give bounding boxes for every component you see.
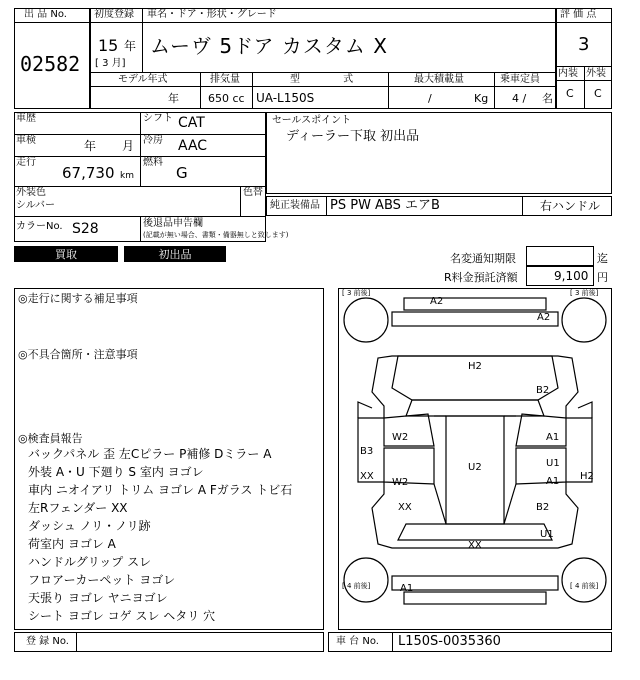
max-load-sep: / <box>428 92 432 105</box>
capacity: 4 / <box>512 92 527 105</box>
inspector-line: シート ヨゴレ コゲ スレ ヘタリ 穴 <box>28 609 216 623</box>
damage-mark: B2 <box>536 385 550 396</box>
driving-notes-label: ◎走行に関する補足事項 <box>18 292 138 305</box>
equipment-label: 純正装備品 <box>270 200 320 211</box>
first-reg-label: 初度登録 <box>94 9 134 20</box>
color-no-label: カラーNo. <box>16 221 63 232</box>
max-load-unit: Kg <box>474 92 489 105</box>
mileage-label: 走行 <box>16 157 36 168</box>
first-listing-badge: 初出品 <box>124 246 226 262</box>
name-change-label: 名変通知期限 <box>450 252 516 265</box>
damage-mark: A2 <box>430 296 444 307</box>
model-year-unit: 年 <box>168 92 179 105</box>
chassis-number: L150S-0035360 <box>398 634 501 649</box>
model: UA-L150S <box>256 91 315 105</box>
ac-label: 冷房 <box>143 135 163 146</box>
model-label: 型 式 <box>290 74 374 85</box>
inspector-line: ダッシュ ノリ・ノリ跡 <box>28 519 151 533</box>
year-unit: 年 <box>124 39 137 53</box>
history-label: 車歴 <box>16 113 36 124</box>
inspector-line: 車内 ニオイアリ トリム ヨゴレ A Fガラス トビ石 <box>28 483 293 497</box>
inspector-line: 天張り ヨゴレ ヤニヨゴレ <box>28 591 168 605</box>
inspector-line: 荷室内 ヨゴレ A <box>28 537 116 551</box>
inspector-line: バックパネル 歪 左Cピラー P補修 Dミラー A <box>28 447 272 461</box>
interior-grade: C <box>566 87 574 100</box>
damage-mark: A1 <box>400 583 414 594</box>
displacement-label: 排気量 <box>210 74 240 85</box>
score-label: 評 価 点 <box>560 9 597 20</box>
handle: 右ハンドル <box>540 199 601 213</box>
color: シルバー <box>16 200 56 211</box>
damage-mark: H2 <box>580 471 594 482</box>
aftermarket-label: 後退品申告欄 <box>143 218 203 229</box>
recycle-unit: 円 <box>597 271 608 284</box>
capacity-label: 乗車定員 <box>500 74 540 85</box>
color-no: S28 <box>72 221 99 237</box>
shift: CAT <box>178 115 205 131</box>
damage-mark: A1 <box>546 432 560 443</box>
diagram-corner-tl: [ 3 前後] <box>342 289 371 297</box>
color-change-label: 色替 <box>243 187 263 198</box>
reg-number-label: 登 録 No. <box>26 636 69 647</box>
damage-mark: U1 <box>540 529 554 540</box>
buy-badge: 買取 <box>14 246 118 262</box>
damage-mark: A2 <box>537 312 551 323</box>
year-value: 15 <box>98 36 119 55</box>
damage-mark: B2 <box>536 502 550 513</box>
fuel-label: 燃料 <box>143 157 163 168</box>
inspection-label: 車検 <box>16 135 36 146</box>
recycle-value: 9,100 <box>554 269 589 283</box>
diagram-corner-bl: [ 4 前後] <box>342 582 371 590</box>
equipment: PS PW ABS エアB <box>330 198 440 213</box>
sales-point-label: セールスポイント <box>272 115 352 126</box>
score: 3 <box>578 34 590 55</box>
color-label: 外装色 <box>16 187 46 198</box>
interior-label: 内装 <box>558 68 578 79</box>
damage-mark: H2 <box>468 361 482 372</box>
damage-mark: XX <box>360 471 374 482</box>
fuel: G <box>176 164 188 182</box>
damage-mark: U1 <box>546 458 560 469</box>
damage-mark: A1 <box>546 476 560 487</box>
ac: AAC <box>178 138 208 154</box>
sales-point: ディーラー下取 初出品 <box>286 129 420 144</box>
lot-number-label: 出 品 No. <box>24 9 67 20</box>
max-load-label: 最大積載量 <box>414 74 464 85</box>
exterior-grade: C <box>594 87 602 100</box>
damage-mark: W2 <box>392 477 409 488</box>
damage-mark: W2 <box>392 432 409 443</box>
displacement: 650 cc <box>208 92 245 105</box>
defect-notes-label: ◎不具合箇所・注意事項 <box>18 348 138 361</box>
inspection-year: 年 <box>84 139 97 153</box>
damage-mark: U2 <box>468 462 482 473</box>
exterior-label: 外装 <box>586 68 606 79</box>
diagram-corner-tr: [ 3 前後] <box>570 289 599 297</box>
aftermarket-note: (記載が無い場合、書類・備器無しと致します) <box>143 231 289 239</box>
name-change-unit: 迄 <box>597 252 608 265</box>
inspector-line: 左Rフェンダー XX <box>28 501 128 515</box>
capacity-unit: 名 <box>542 92 553 105</box>
damage-mark: XX <box>468 540 482 551</box>
inspector-line: フロアーカーペット ヨゴレ <box>28 573 176 587</box>
inspector-line: ハンドルグリップ スレ <box>28 555 152 569</box>
shift-label: シフト <box>143 113 173 124</box>
model-year-label: モデル年式 <box>118 74 168 85</box>
lot-number: 02582 <box>20 52 81 76</box>
diagram-corner-br: [ 4 前後] <box>570 582 599 590</box>
inspection-month: 月 <box>122 139 135 153</box>
damage-mark: B3 <box>360 446 374 457</box>
name-change-box <box>526 246 594 266</box>
car-diagram <box>338 288 612 630</box>
month-value: [ 3 月] <box>95 58 126 69</box>
chassis-label: 車 台 No. <box>336 636 379 647</box>
recycle-label: R料金預託済額 <box>444 271 518 284</box>
car-name-label: 車名・ドア・形状・グレード <box>147 9 277 20</box>
damage-mark: XX <box>398 502 412 513</box>
inspector-line: 外装 A・U 下廻り S 室内 ヨゴレ <box>28 465 204 479</box>
mileage: 67,730 <box>62 164 115 182</box>
mileage-unit: km <box>120 171 134 181</box>
car-name: ムーヴ 5ドア カスタム X <box>150 34 388 58</box>
inspector-report-label: ◎検査員報告 <box>18 432 83 445</box>
